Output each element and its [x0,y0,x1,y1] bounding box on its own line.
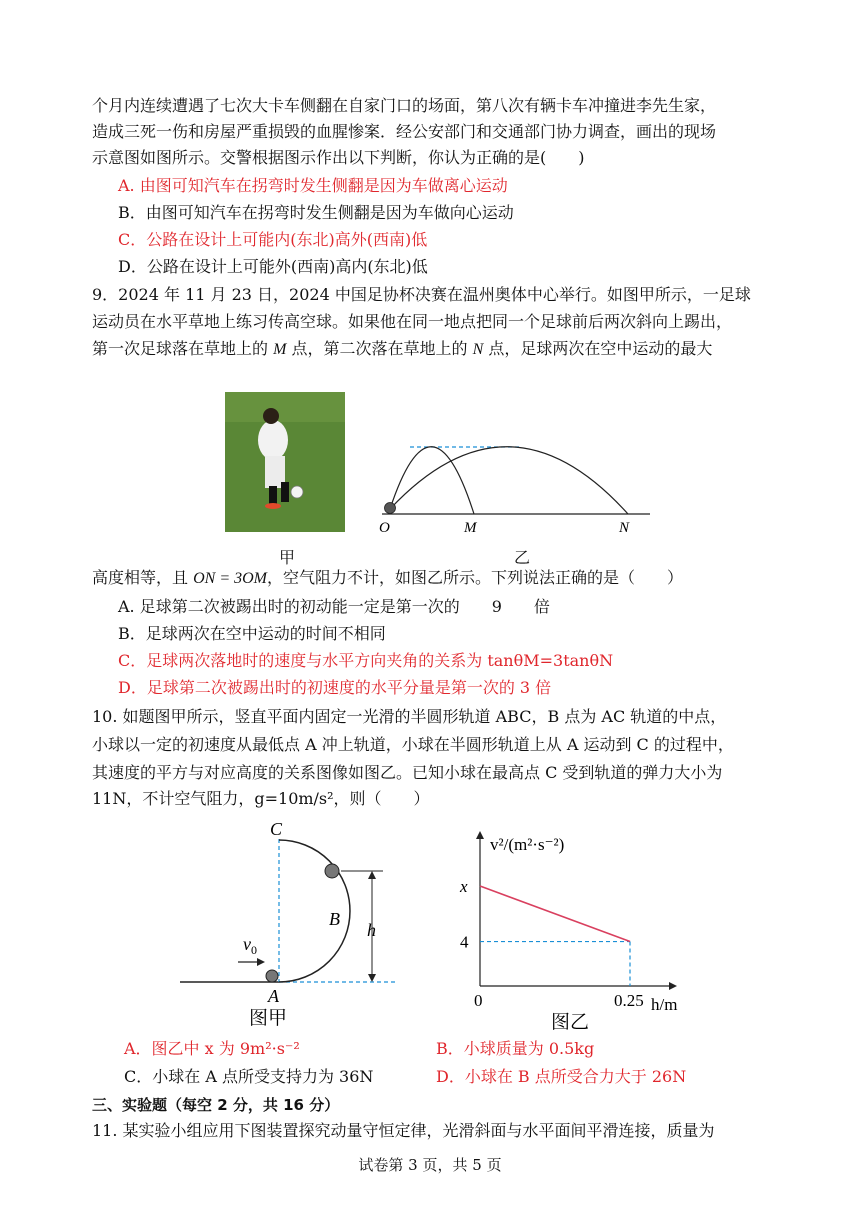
q9-stem-line2: 运动员在水平草地上练习传高空球。如果他在同一地点把同一个足球前后两次斜向上踢出， [92,312,733,331]
h-arrow-up-icon [368,871,376,879]
q10-stem-line1: 10. 如题图甲所示，竖直平面内固定一光滑的半圆形轨道 ABC，B 点为 AC 轨道的中点， [92,707,727,726]
fig-a-caption: 图甲 [249,1008,288,1029]
q9-option-b: B．足球两次在空中运动的时间不相同 [118,624,386,643]
ball-at-a-icon [266,970,278,982]
q10-option-b: B．小球质量为 0.5kg [436,1039,595,1058]
y-axis-label: v²/(m²·s⁻²) [490,835,565,854]
label-n: N [619,520,630,536]
y-tick-4: 4 [460,932,469,952]
q8-option-a: A. 由图可知汽车在拐弯时发生侧翻是因为车做离心运动 [118,176,508,195]
q9-stem-line4: 高度相等，且 ON = 3OM，空气阻力不计，如图乙所示。下列说法正确的是（ ） [92,568,684,587]
y-axis-arrow-icon [476,831,484,839]
fig-b-caption: 图乙 [551,1012,590,1033]
h-arrow-down-icon [368,974,376,982]
q10-stem-line3: 其速度的平方与对应高度的关系图像如图乙。已知小球在最高点 C 受到轨道的弹力大小为 [92,763,723,782]
semicircle-track-diagram [175,815,405,1030]
trajectory-diagram [370,408,660,543]
label-c: C [270,819,283,839]
q8-option-b: B．由图可知汽车在拐弯时发生侧翻是因为车做向心运动 [118,203,514,222]
label-o: O [379,520,390,536]
label-a: A [268,986,279,1006]
label-v0: $v_0$ [243,934,257,957]
q10-option-d: D．小球在 B 点所受合力大于 26N [436,1067,687,1086]
q9-option-c: C．足球两次落地时的速度与水平方向夹角的关系为 tanθM=3tanθN [118,651,614,670]
q8-stem-line2: 造成三死一伤和房屋严重损毁的血腥惨案．经公安部门和交通部门协力调查，画出的现场 [92,122,717,141]
page-footer: 试卷第 3 页，共 5 页 [358,1156,502,1174]
soccer-player-photo [225,392,345,532]
q9-stem-line1: 9．2024 年 11 月 23 日，2024 中国足协杯决赛在温州奥体中心举行。如图甲所示，一足球 [92,285,751,304]
x-axis-label: h/m [651,995,678,1014]
trajectory-second [390,447,628,514]
trajectory-first [390,447,474,514]
q8-stem-line3: 示意图如图所示。交警根据图示作出以下判断，你认为正确的是( ) [92,148,585,167]
ball-icon [325,864,339,878]
q10-stem-line4: 11N，不计空气阻力，g=10m/s²，则（ ） [92,789,430,808]
series-line [480,886,630,942]
section-title: 三、实验题（每空 2 分，共 16 分） [92,1096,340,1114]
q8-option-d: D．公路在设计上可能外(西南)高内(东北)低 [118,257,428,276]
q10-option-a: A．图乙中 x 为 9m²·s⁻² [124,1039,300,1058]
q8-option-c: C．公路在设计上可能内(东北)高外(西南)低 [118,230,428,249]
q9-option-a: A. 足球第二次被踢出时的初动能一定是第一次的 9 倍 [118,597,550,616]
football-icon [385,503,396,514]
y-tick-x: x [460,877,468,896]
origin-tick: 0 [474,991,483,1010]
x-tick-025: 0.25 [614,991,644,1010]
fig-jia-caption: 甲 [279,548,296,567]
fig-yi-caption: 乙 [514,548,531,567]
x-axis-arrow-icon [669,982,677,990]
q11-stem-line1: 11. 某实验小组应用下图装置探究动量守恒定律，光滑斜面与水平面间平滑连接，质量为 [92,1121,715,1140]
v2-h-chart [455,826,700,1036]
q8-stem-line1: 个月内连续遭遇了七次大卡车侧翻在自家门口的场面，第八次有辆卡车冲撞进李先生家， [92,96,717,115]
v0-arrow-head-icon [257,958,265,966]
label-b: B [329,909,340,929]
label-m: M [464,520,477,536]
q9-option-d: D．足球第二次被踢出时的初速度的水平分量是第一次的 3 倍 [118,678,552,697]
label-h: h [367,920,376,940]
q10-option-c: C．小球在 A 点所受支持力为 36N [124,1067,374,1086]
q10-stem-line2: 小球以一定的初速度从最低点 A 冲上轨道，小球在半圆形轨道上从 A 运动到 C 的过程中， [92,735,734,754]
q9-stem-line3: 第一次足球落在草地上的 M 点，第二次落在草地上的 N 点，足球两次在空中运动的最大 [92,339,713,358]
